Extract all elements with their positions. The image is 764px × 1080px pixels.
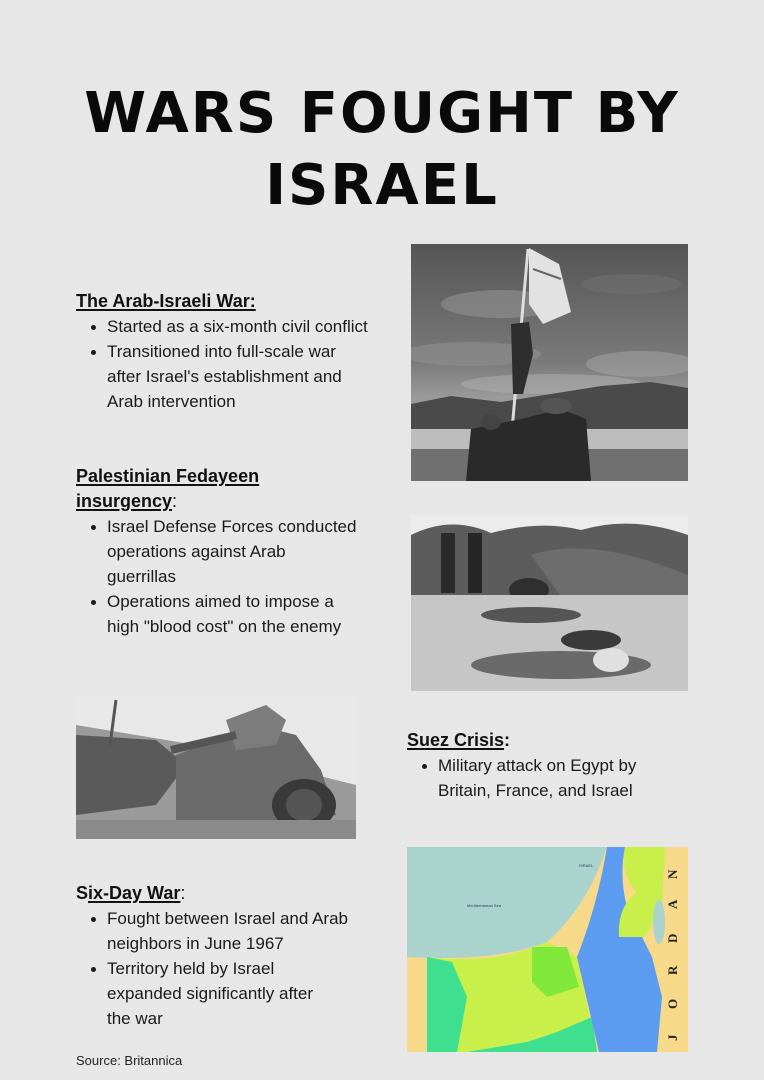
fedayeen-photo — [411, 515, 688, 691]
flag-raising-photo — [411, 244, 688, 481]
source-credit: Source: Britannica — [76, 1053, 183, 1068]
six-day-war-map — [407, 847, 688, 1052]
section-heading — [407, 728, 697, 753]
bullet-item: Israel Defense Forces conducted operations against Arab guerrillas — [88, 514, 358, 589]
svg-text:O: O — [665, 998, 680, 1009]
bullet-list — [88, 514, 376, 639]
svg-text:R: R — [665, 965, 680, 975]
section-arab-israeli-war — [76, 289, 376, 414]
heading-text: Suez Crisis — [407, 730, 505, 750]
bullet-list — [88, 314, 376, 414]
section-six-day-war — [76, 881, 376, 1031]
section-heading — [76, 881, 376, 906]
heading-colon: : — [504, 730, 511, 750]
tank-photo — [76, 695, 356, 839]
section-heading — [76, 289, 376, 314]
svg-text:N: N — [665, 869, 680, 879]
bullet-item: Military attack on Egypt by Britain, France, and Israel — [419, 753, 669, 803]
tank-image — [76, 695, 356, 839]
bullet-item: Territory held by Israel expanded significantly after the war — [88, 956, 338, 1031]
section-heading — [76, 464, 296, 514]
bullet-list — [88, 906, 376, 1031]
flag-raising-image — [411, 244, 688, 481]
section-suez-crisis — [407, 728, 697, 803]
svg-text:D: D — [665, 933, 680, 943]
section-fedayeen-insurgency — [76, 464, 376, 639]
heading-text: Palestinian Fedayeen insurgency — [76, 466, 260, 511]
bullet-item: Transitioned into full-scale war after Israel's establishment and Arab intervention — [88, 339, 350, 414]
heading-colon: : — [172, 491, 178, 511]
fedayeen-image — [411, 515, 688, 691]
heading-text: ix-Day War — [88, 883, 181, 903]
heading-text: The Arab-Israeli War: — [76, 291, 256, 311]
heading-colon: : — [180, 883, 186, 903]
bullet-item: Operations aimed to impose a high "blood cost" on the enemy — [88, 589, 358, 639]
map-label-sea: Mediterranean Sea — [467, 903, 502, 908]
bullet-item: Started as a six-month civil conflict — [88, 314, 376, 339]
map-label-israel: ISRAEL — [579, 863, 594, 868]
svg-text:J: J — [665, 1034, 680, 1041]
bullet-list — [419, 753, 697, 803]
svg-text:A: A — [665, 899, 680, 909]
page-title: WARS FOUGHT BY ISRAEL — [84, 81, 680, 218]
heading-prefix: S — [76, 883, 89, 903]
bullet-item: Fought between Israel and Arab neighbors in June 1967 — [88, 906, 350, 956]
map-image — [407, 847, 688, 1052]
